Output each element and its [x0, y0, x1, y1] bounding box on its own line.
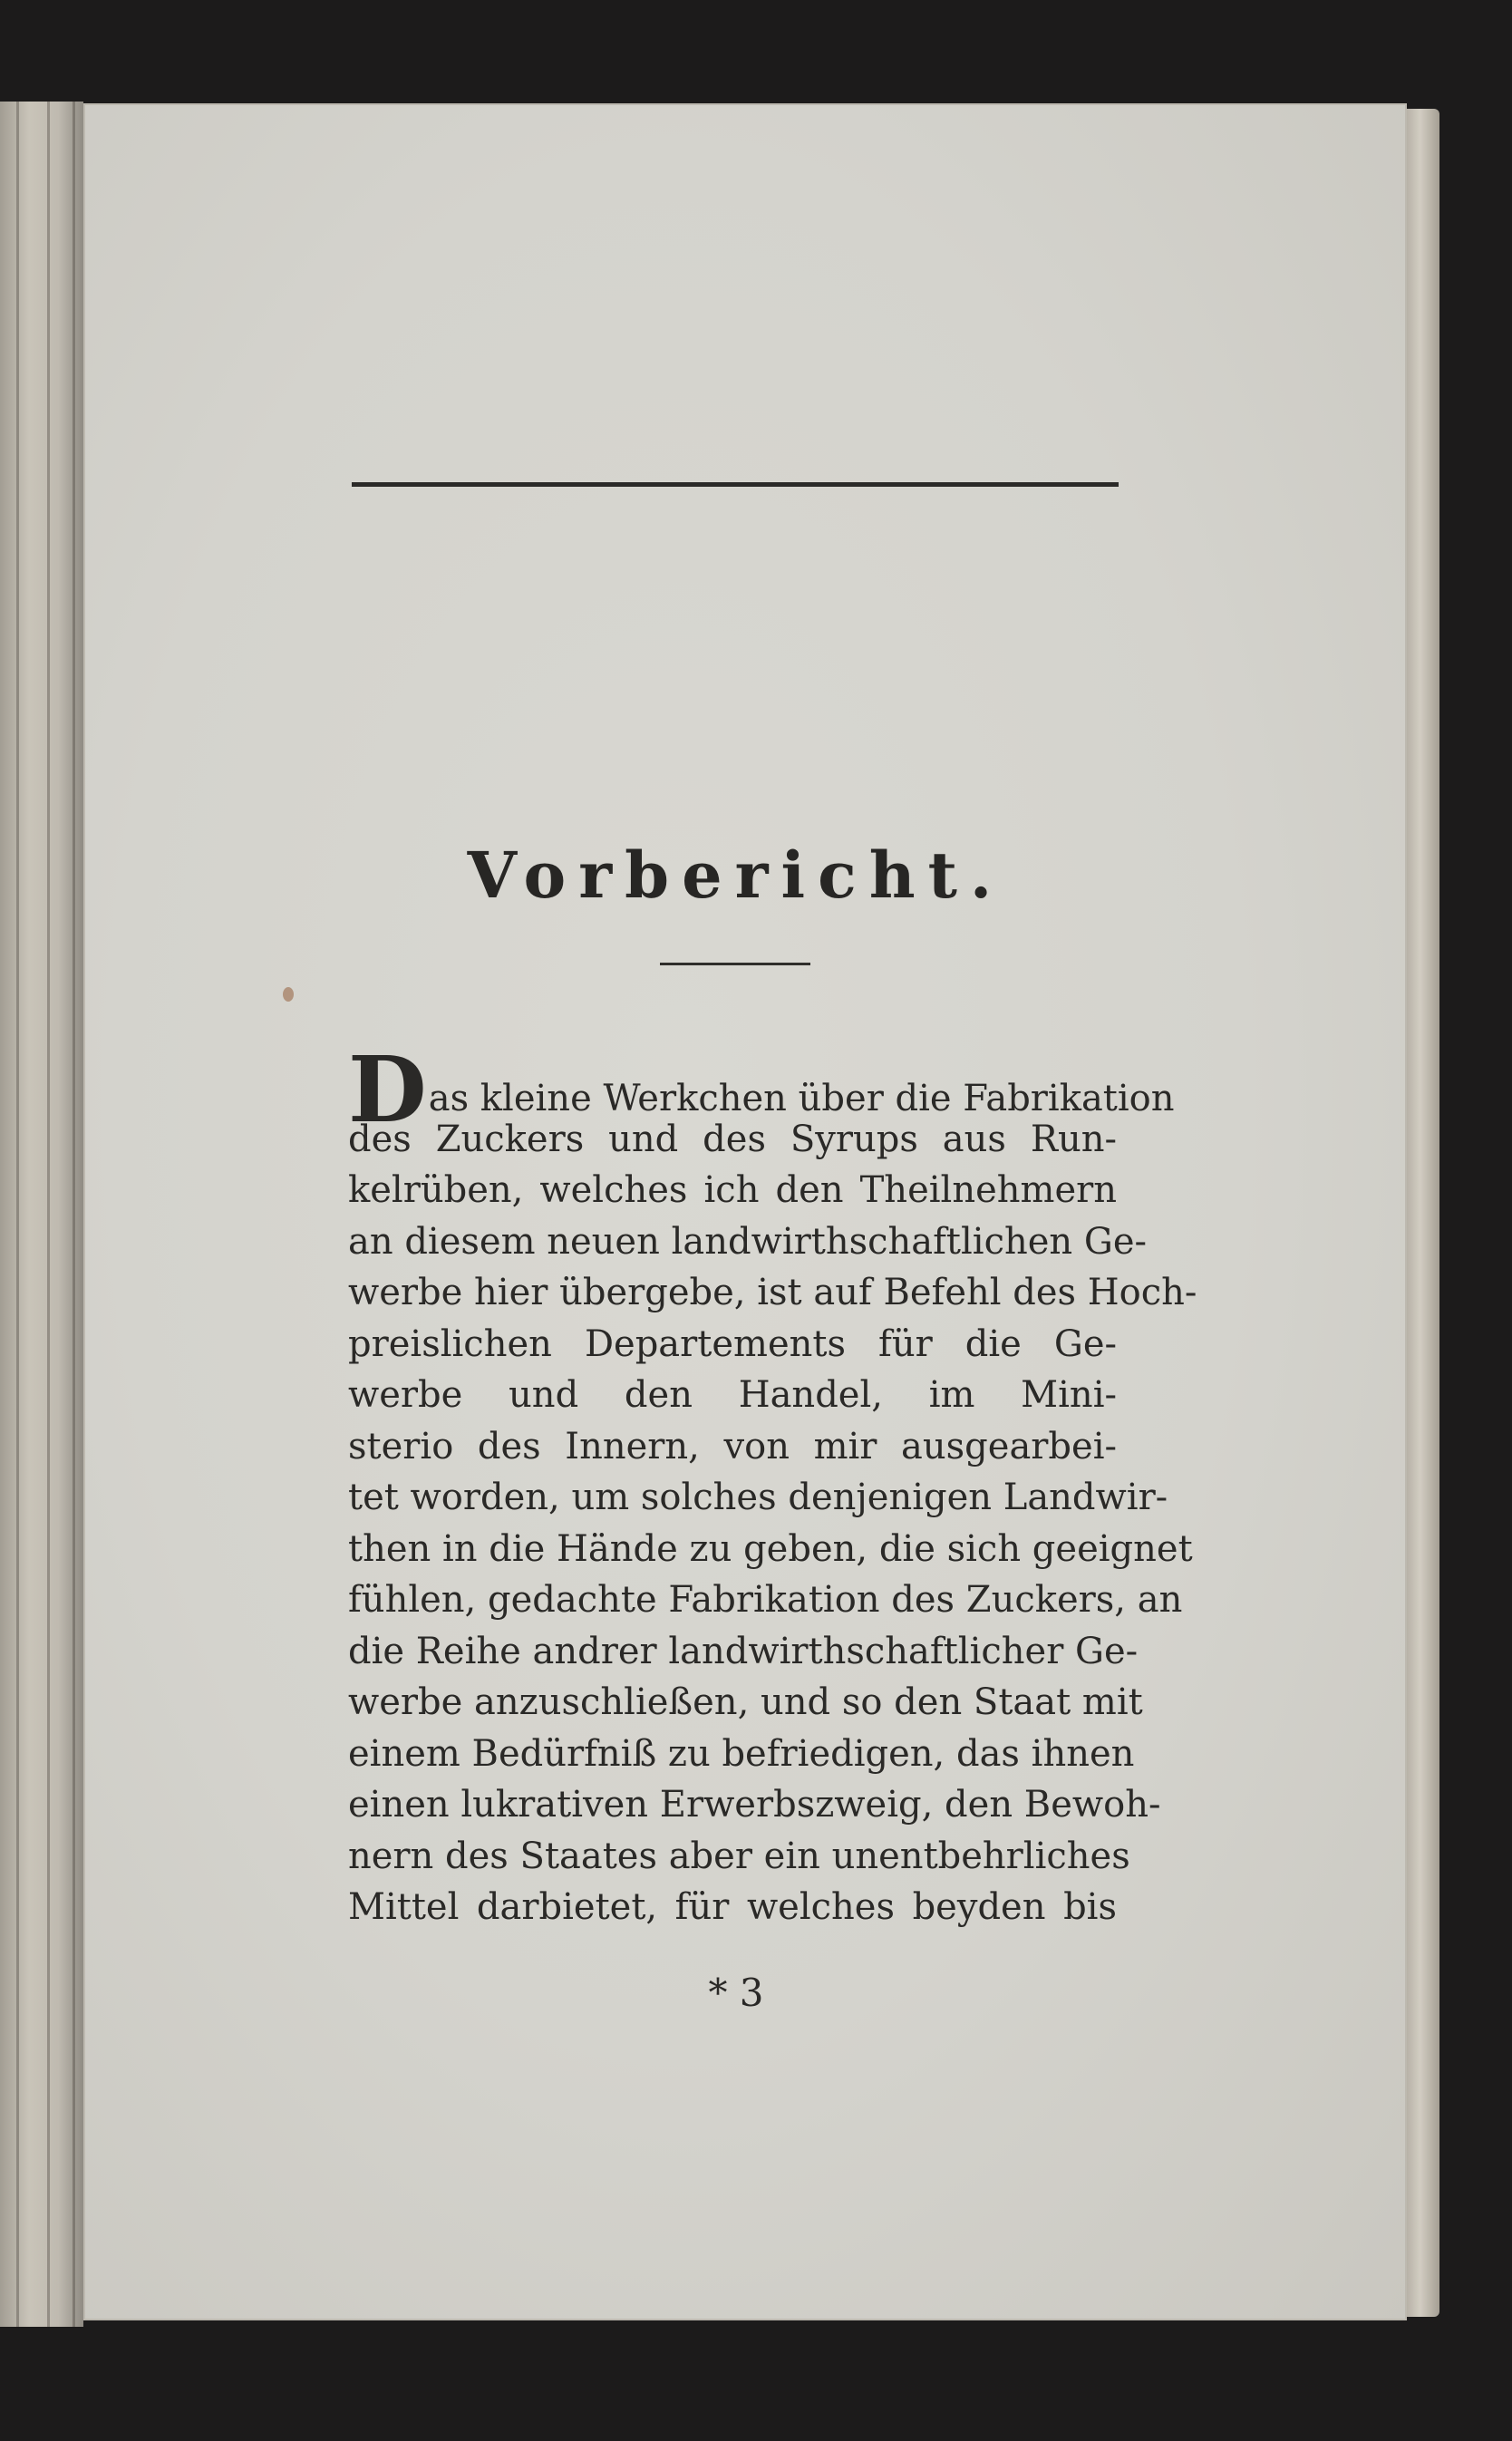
- text-line: werbe anzuschließen, und so den Staat mit: [348, 1681, 1143, 1723]
- text-line: nern des Staates aber ein unentbehrliches: [348, 1835, 1130, 1877]
- book-page: [83, 103, 1407, 2320]
- text-line: die Reihe andrer landwirthschaftlicher Ge-: [348, 1630, 1139, 1672]
- text-line: fühlen, gedachte Fabrikation des Zuckers, an: [348, 1579, 1183, 1621]
- text-line: des Zuckers und des Syrups aus Run-: [348, 1118, 1117, 1160]
- signature-mark: * 3: [708, 1971, 764, 2015]
- paper-stain: [283, 987, 294, 1002]
- text-line: kelrüben, welches ich den Theilnehmern: [348, 1169, 1117, 1211]
- drop-cap: D: [348, 1036, 427, 1143]
- text-line: einen lukrativen Erwerbszweig, den Bewoh-: [348, 1784, 1161, 1826]
- page-edge-line: [73, 102, 75, 2327]
- text-line: then in die Hände zu geben, die sich geeignet: [348, 1527, 1193, 1570]
- text-line: sterio des Innern, von mir ausgearbei-: [348, 1425, 1117, 1468]
- page-title: Vorbericht.: [467, 838, 1005, 913]
- right-page-edge: [1407, 109, 1439, 2317]
- page-edge-line: [47, 102, 50, 2327]
- header-rule: [352, 482, 1119, 487]
- text-line: tet worden, um solches denjenigen Landwir-: [348, 1477, 1168, 1518]
- body-paragraph: [348, 1036, 1197, 1933]
- left-page-edge: [0, 102, 83, 2327]
- text-line: Mittel darbietet, für welches beyden bis: [348, 1886, 1117, 1928]
- title-rule: [660, 963, 810, 965]
- text-line: an diesem neuen landwirthschaftlichen Ge-: [348, 1220, 1148, 1263]
- text-line: einem Bedürfniß zu befriedigen, das ihnen: [348, 1732, 1135, 1775]
- text-line: werbe hier übergebe, ist auf Befehl des Hoch-: [348, 1272, 1197, 1313]
- page-edge-line: [16, 102, 19, 2327]
- text-line: preislichen Departements für die Ge-: [348, 1322, 1117, 1365]
- text-line: Das kleine Werkchen über die Fabrikation: [348, 1036, 1175, 1143]
- text-line: werbe und den Handel, im Mini-: [348, 1374, 1117, 1416]
